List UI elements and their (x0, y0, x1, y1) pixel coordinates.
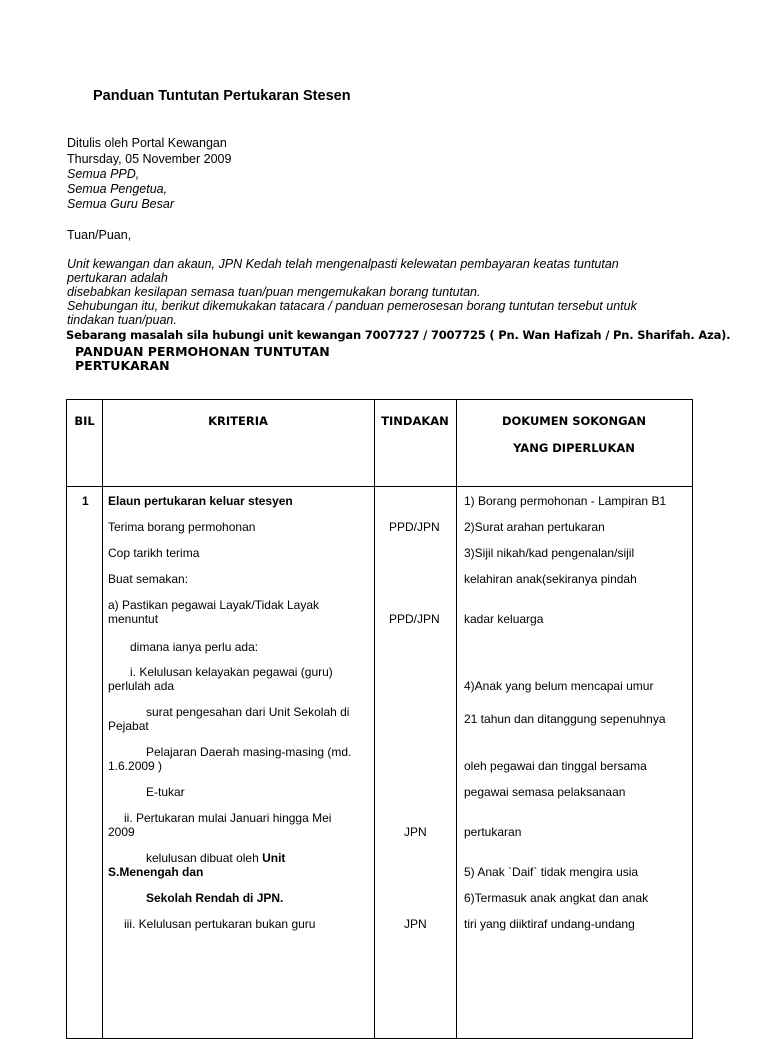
paragraph-line-1: Unit kewangan dan akaun, JPN Kedah telah mengenalpasti kelewatan pembayaran keatas tuntutan (67, 257, 619, 271)
tindakan-value: JPN (404, 917, 427, 931)
header-kriteria: KRITERIA (208, 414, 268, 428)
guide-heading-line-1: PANDUAN PERMOHONAN TUNTUTAN (75, 344, 330, 359)
dokumen-line: 1) Borang permohonan - Lampiran B1 (464, 494, 667, 508)
criteria-table (66, 399, 693, 1039)
header-dokumen-line-1: DOKUMEN SOKONGAN (501, 414, 647, 428)
paragraph-line-3: disebabkan kesilapan semasa tuan/puan mengemukakan borang tuntutan. (67, 285, 481, 299)
kriteria-line: 1.6.2009 ) (108, 759, 163, 773)
author-line: Ditulis oleh Portal Kewangan (67, 136, 227, 150)
kriteria-text: kelulusan dibuat oleh (146, 851, 263, 865)
dokumen-line: 5) Anak `Daif` tidak mengira usia (464, 865, 639, 879)
dokumen-line: 4)Anak yang belum mencapai umur (464, 679, 654, 693)
col-divider (374, 400, 375, 1038)
kriteria-line: i. Kelulusan kelayakan pegawai (guru) (130, 665, 333, 679)
kriteria-line (146, 851, 285, 865)
kriteria-heading: Elaun pertukaran keluar stesyen (108, 494, 293, 508)
kriteria-line: ii. Pertukaran mulai Januari hingga Mei (124, 811, 332, 825)
header-bil: BIL (74, 414, 95, 428)
dokumen-line: pertukaran (464, 825, 522, 839)
header-tindakan: TINDAKAN (381, 414, 449, 428)
header-divider (67, 486, 692, 487)
kriteria-line: E-tukar (146, 785, 185, 799)
kriteria-line: Cop tarikh terima (108, 546, 200, 560)
kriteria-bold-unit: Unit (262, 851, 286, 865)
guide-heading-line-2: PERTUKARAN (75, 358, 170, 373)
dokumen-line: tiri yang diiktiraf undang-undang (464, 917, 635, 931)
kriteria-line: a) Pastikan pegawai Layak/Tidak Layak (108, 598, 320, 612)
paragraph-line-2: pertukaran adalah (67, 271, 168, 285)
kriteria-line: perlulah ada (108, 679, 175, 693)
recipient-guru-besar: Semua Guru Besar (67, 197, 174, 211)
tindakan-value: PPD/JPN (389, 612, 440, 626)
kriteria-line: S.Menengah dan (108, 865, 204, 879)
kriteria-line: menuntut (108, 612, 159, 626)
recipient-pengetua: Semua Pengetua, (67, 182, 168, 196)
dokumen-line: oleh pegawai dan tinggal bersama (464, 759, 647, 773)
kriteria-line: surat pengesahan dari Unit Sekolah di (146, 705, 350, 719)
paragraph-line-4: Sehubungan itu, berikut dikemukakan tatacara / panduan pemerosesan borang tuntutan tersebut untuk (67, 299, 637, 313)
kriteria-line: dimana ianya perlu ada: (130, 640, 259, 654)
kriteria-line: Terima borang permohonan (108, 520, 256, 534)
kriteria-line: iii. Kelulusan pertukaran bukan guru (124, 917, 316, 931)
dokumen-line: kelahiran anak(sekiranya pindah (464, 572, 637, 586)
kriteria-line: Sekolah Rendah di JPN. (146, 891, 284, 905)
dokumen-line: kadar keluarga (464, 612, 544, 626)
tindakan-value: JPN (404, 825, 427, 839)
header-dokumen-line-2: YANG DIPERLUKAN (513, 441, 635, 455)
paragraph-line-5: tindakan tuan/puan. (67, 313, 177, 327)
salutation: Tuan/Puan, (67, 228, 132, 242)
dokumen-line: 6)Termasuk anak angkat dan anak (464, 891, 649, 905)
kriteria-line: Pejabat (108, 719, 149, 733)
kriteria-line: Pelajaran Daerah masing-masing (md. (146, 745, 352, 759)
col-divider (102, 400, 103, 1038)
kriteria-line: 2009 (108, 825, 135, 839)
contact-line: Sebarang masalah sila hubungi unit kewangan 7007727 / 7007725 ( Pn. Wan Hafizah / Pn. Sharifah. Aza). (66, 328, 731, 342)
kriteria-line: Buat semakan: (108, 572, 189, 586)
date-line: Thursday, 05 November 2009 (67, 152, 232, 166)
dokumen-line: 21 tahun dan ditanggung sepenuhnya (464, 712, 666, 726)
tindakan-value: PPD/JPN (389, 520, 440, 534)
col-divider (456, 400, 457, 1038)
row-number: 1 (82, 494, 89, 508)
dokumen-line: 3)Sijil nikah/kad pengenalan/sijil (464, 546, 635, 560)
dokumen-line: pegawai semasa pelaksanaan (464, 785, 626, 799)
dokumen-line: 2)Surat arahan pertukaran (464, 520, 605, 534)
page-title: Panduan Tuntutan Pertukaran Stesen (93, 88, 351, 104)
recipient-ppd: Semua PPD, (67, 167, 140, 181)
